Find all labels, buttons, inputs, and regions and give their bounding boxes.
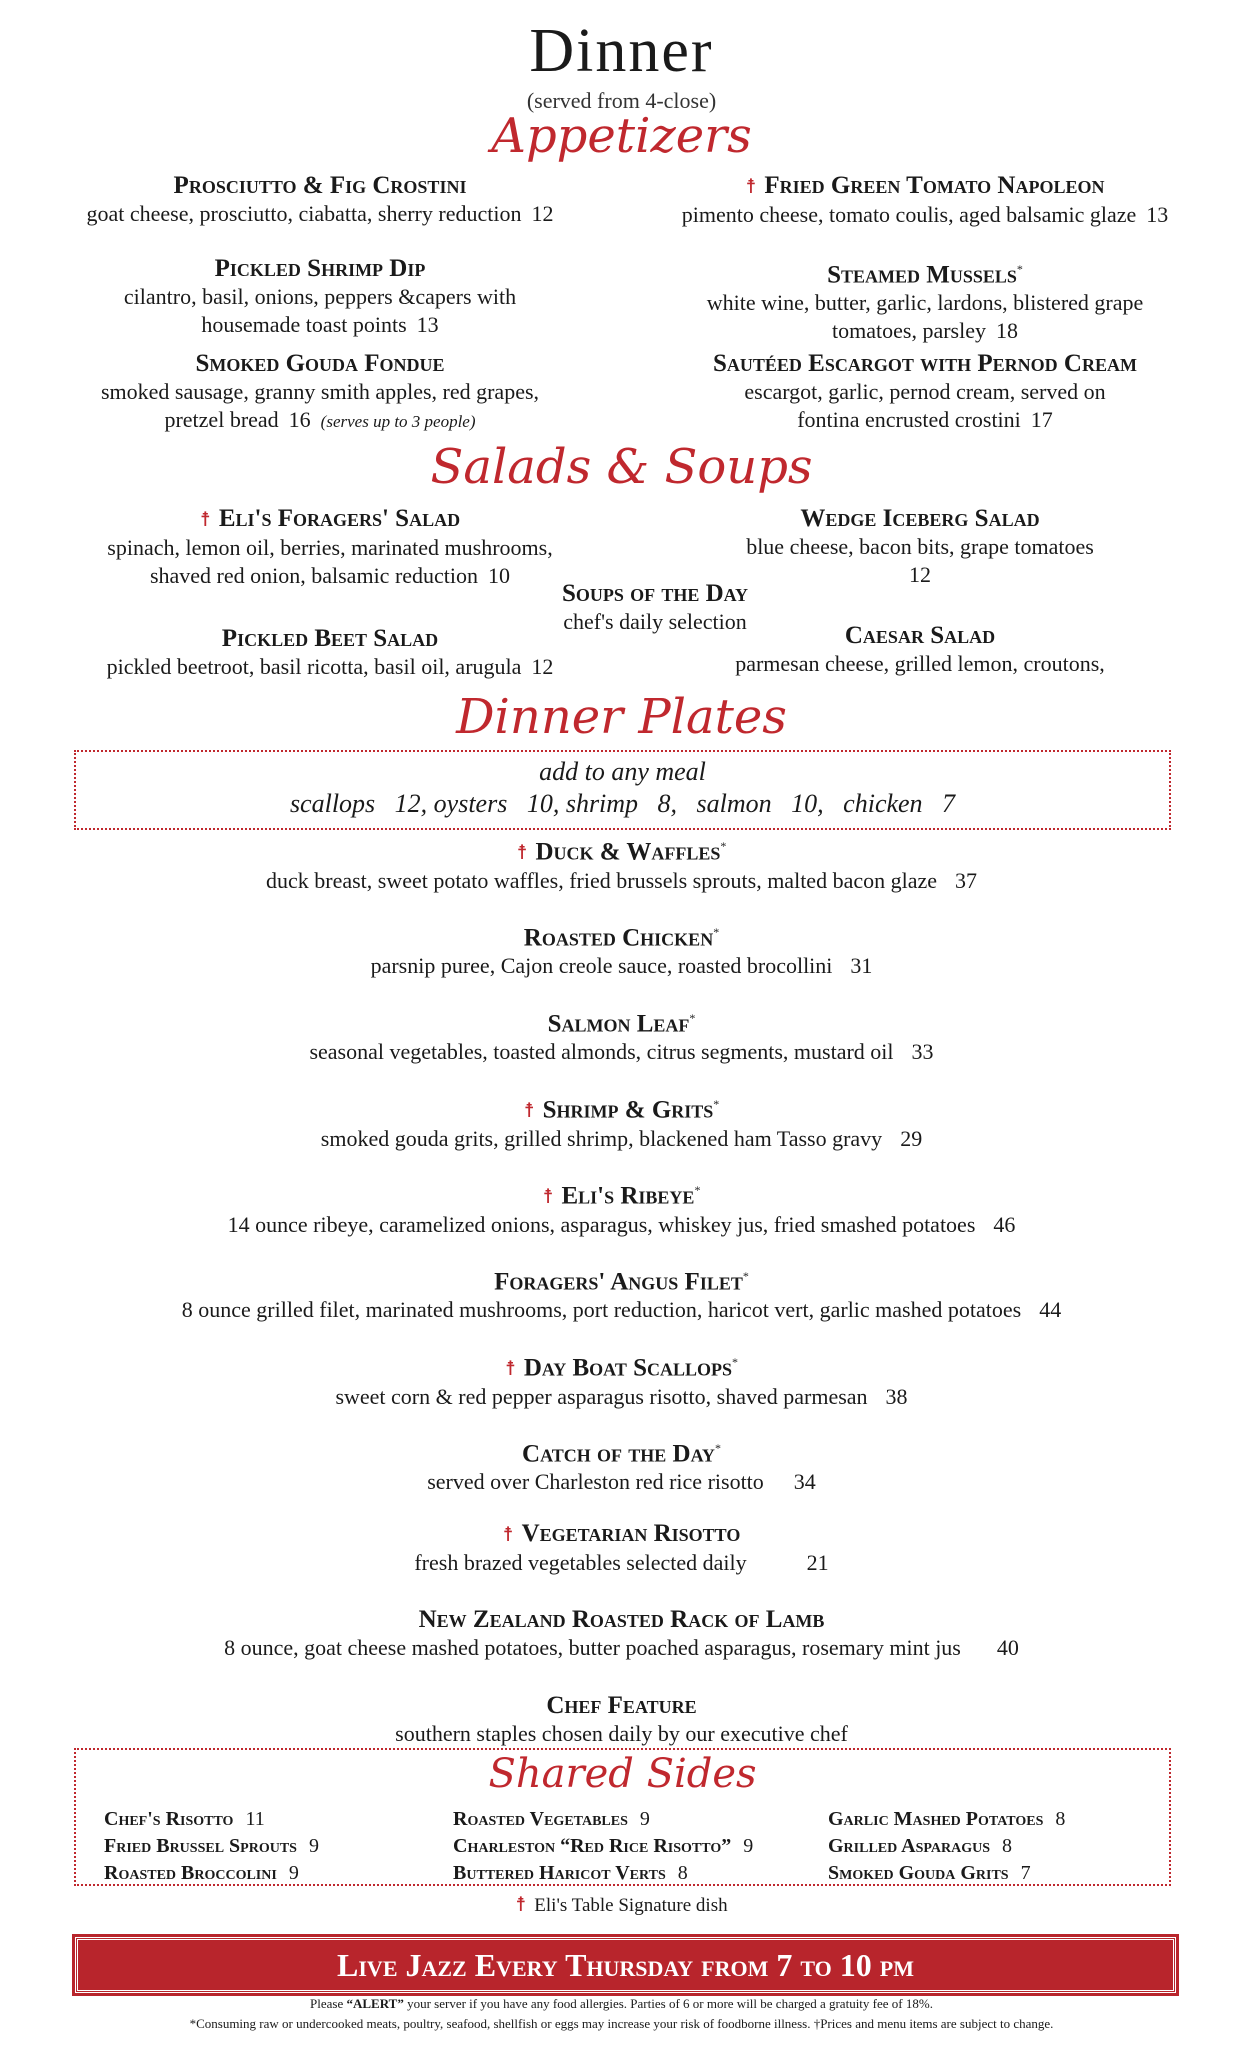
salad-item: [690, 622, 1150, 678]
appetizer-item: [40, 255, 600, 339]
sides-column: [104, 1806, 319, 1887]
item-name: Salmon Leaf: [547, 1010, 690, 1038]
side-price: 9: [308, 1835, 319, 1857]
side-name: Smoked Gouda Grits: [828, 1862, 1009, 1884]
appetizer-item: [640, 350, 1210, 434]
side-price: 9: [639, 1808, 650, 1830]
item-price: 38: [885, 1384, 908, 1410]
plate-item: [0, 1004, 1243, 1066]
side-name: Buttered Haricot Verts: [453, 1862, 666, 1884]
side-name: Roasted Vegetables: [453, 1808, 628, 1830]
side-name: Grilled Asparagus: [828, 1835, 990, 1857]
side-name: Roasted Broccolini: [104, 1862, 277, 1884]
item-name: Duck & Waffles: [535, 838, 721, 866]
item-name: Day Boat Scallops: [523, 1354, 733, 1382]
signature-cross-icon: ☨: [542, 1186, 554, 1209]
signature-cross-icon: ☨: [516, 842, 528, 865]
item-name: Chef Feature: [546, 1692, 697, 1719]
item-desc: white wine, butter, garlic, lardons, blistered grape: [706, 290, 1144, 316]
item-name: Steamed Mussels: [827, 261, 1017, 289]
raw-warning-star: *: [694, 1183, 701, 1197]
item-desc: pimento cheese, tomato coulis, aged balsamic glaze: [681, 202, 1137, 227]
signature-cross-icon: ☨: [515, 1894, 527, 1916]
salad-item: [690, 505, 1150, 589]
item-desc: smoked sausage, granny smith apples, red grapes,: [100, 379, 540, 404]
item-price: 12: [909, 562, 931, 587]
item-desc: fontina encrusted crostini: [797, 407, 1021, 432]
raw-warning-star: *: [742, 1269, 749, 1283]
side-name: Charleston “Red Rice Risotto”: [453, 1835, 732, 1857]
appetizers-heading: Appetizers: [491, 108, 752, 164]
item-desc: chef's daily selection: [563, 609, 747, 634]
menu-subtitle: (served from 4-close): [526, 88, 717, 113]
raw-warning-star: *: [732, 1355, 739, 1369]
signature-cross-icon: ☨: [502, 1524, 514, 1546]
sides-column: [828, 1806, 1065, 1887]
side-price: 7: [1020, 1862, 1031, 1884]
item-price: 18: [995, 318, 1018, 344]
plate-item: [0, 1434, 1243, 1496]
plate-item: [0, 1090, 1243, 1153]
item-name: Caesar Salad: [844, 622, 996, 649]
salad-item: [70, 625, 590, 681]
item-name: Catch of the Day: [522, 1440, 715, 1468]
side-item: [104, 1860, 319, 1887]
item-desc: seasonal vegetables, toasted almonds, citrus segments, mustard oil: [309, 1039, 894, 1065]
side-item: [828, 1833, 1065, 1860]
item-price: 12: [531, 654, 554, 679]
item-price: 37: [955, 868, 977, 894]
item-desc: spinach, lemon oil, berries, marinated mushrooms,: [107, 535, 553, 560]
raw-warning-star: *: [714, 1441, 721, 1455]
raw-warning-star: *: [720, 839, 727, 853]
item-desc: shaved red onion, balsamic reduction: [149, 563, 479, 588]
item-desc: 14 ounce ribeye, caramelized onions, asparagus, whiskey jus, fried smashed potatoes: [227, 1212, 976, 1238]
item-desc: served over Charleston red rice risotto: [427, 1469, 764, 1495]
item-price: 17: [1030, 407, 1053, 432]
shared-sides-box: [74, 1748, 1171, 1886]
side-item: [828, 1860, 1065, 1887]
item-desc: parsnip puree, Cajon creole sauce, roasted brocollini: [370, 953, 833, 979]
side-price: 11: [245, 1808, 265, 1830]
plate-item: [0, 1176, 1243, 1239]
item-price: 13: [1146, 202, 1169, 227]
item-name: Pickled Shrimp Dip: [214, 255, 426, 282]
signature-legend-text: Eli's Table Signature dish: [534, 1895, 728, 1916]
item-desc: duck breast, sweet potato waffles, fried brussels sprouts, malted bacon glaze: [266, 868, 937, 894]
item-price: 44: [1039, 1297, 1062, 1323]
signature-legend: [0, 1892, 1243, 1917]
item-name: Soups of the Day: [561, 580, 749, 607]
plate-item: [0, 918, 1243, 980]
signature-cross-icon: ☨: [199, 509, 211, 531]
item-price: 10: [488, 563, 511, 588]
side-item: [453, 1806, 753, 1833]
item-price: 29: [900, 1126, 923, 1152]
item-desc: parmesan cheese, grilled lemon, croutons,: [735, 651, 1105, 676]
raw-warning-star: *: [713, 925, 720, 939]
item-price: 40: [996, 1635, 1019, 1660]
item-name: Vegetarian Risotto: [521, 1520, 741, 1547]
item-desc: pretzel bread: [164, 407, 279, 432]
menu-title: Dinner: [529, 17, 714, 85]
appetizer-item: [40, 172, 600, 228]
item-desc: pickled beetroot, basil ricotta, basil oil, arugula: [106, 654, 522, 679]
signature-cross-icon: ☨: [504, 1358, 516, 1381]
item-name: Sautéed Escargot with Pernod Cream: [713, 350, 1137, 377]
signature-cross-icon: ☨: [745, 176, 757, 198]
item-note: (serves up to 3 people): [320, 412, 476, 431]
item-desc: 8 ounce, goat cheese mashed potatoes, butter poached asparagus, rosemary mint jus: [224, 1635, 961, 1660]
item-desc: smoked gouda grits, grilled shrimp, blackened ham Tasso gravy: [320, 1126, 883, 1152]
salads-heading: Salads & Soups: [430, 439, 813, 495]
appetizer-item: [40, 350, 600, 436]
side-item: [453, 1833, 753, 1860]
item-name: Eli's Ribeye: [561, 1182, 695, 1210]
add-on-title: add to any meal: [539, 757, 706, 786]
item-price: 12: [531, 201, 554, 226]
item-desc: escargot, garlic, pernod cream, served on: [744, 379, 1106, 404]
item-desc: cilantro, basil, onions, peppers &capers with: [123, 284, 517, 309]
live-jazz-banner: Live Jazz Every Thursday from 7 to 10 pm: [75, 1937, 1176, 1993]
allergy-notice-text: Please: [310, 1996, 347, 2011]
item-price: 34: [793, 1469, 816, 1495]
allergy-alert-word: “ALERT”: [346, 1996, 404, 2011]
item-desc: housemade toast points: [201, 312, 407, 337]
salad-item: [70, 505, 590, 590]
side-item: [104, 1833, 319, 1860]
item-name: Roasted Chicken: [523, 924, 714, 952]
plate-item: [0, 1606, 1243, 1662]
side-name: Fried Brussel Sprouts: [104, 1835, 297, 1857]
side-price: 8: [1055, 1808, 1066, 1830]
item-name: Shrimp & Grits: [542, 1096, 714, 1124]
item-price: 13: [416, 312, 439, 337]
side-name: Garlic Mashed Potatoes: [828, 1808, 1044, 1830]
raw-food-warning: *Consuming raw or undercooked meats, poultry, seafood, shellfish or eggs may increase your risk of foodborne illness. †Prices and menu items are subject to change.: [189, 2016, 1054, 2031]
plate-item: [0, 1348, 1243, 1411]
item-name: New Zealand Roasted Rack of Lamb: [418, 1606, 825, 1633]
signature-cross-icon: ☨: [523, 1100, 535, 1123]
raw-warning-star: *: [689, 1011, 696, 1025]
item-desc: 8 ounce grilled filet, marinated mushrooms, port reduction, haricot vert, garlic mashed potatoes: [181, 1297, 1022, 1323]
raw-warning-star: *: [713, 1097, 720, 1111]
shared-sides-heading: Shared Sides: [488, 1751, 757, 1797]
item-desc: southern staples chosen daily by our executive chef: [395, 1721, 848, 1746]
item-name: Wedge Iceberg Salad: [800, 505, 1040, 532]
item-desc: goat cheese, prosciutto, ciabatta, sherry reduction: [86, 201, 522, 226]
item-price: 16: [288, 407, 311, 432]
side-item: [828, 1806, 1065, 1833]
side-price: 8: [677, 1862, 688, 1884]
plate-item: [0, 1692, 1243, 1748]
side-name: Chef's Risotto: [104, 1808, 234, 1830]
item-name: Foragers' Angus Filet: [494, 1268, 743, 1296]
item-name: Pickled Beet Salad: [221, 625, 439, 652]
sides-column: [453, 1806, 753, 1887]
plate-item: [0, 1520, 1243, 1577]
item-desc: fresh brazed vegetables selected daily: [414, 1550, 747, 1575]
appetizer-item: [640, 255, 1210, 345]
item-name: Eli's Foragers' Salad: [218, 505, 461, 532]
item-desc: sweet corn & red pepper asparagus risotto, shaved parmesan: [335, 1384, 868, 1410]
side-price: 9: [288, 1862, 299, 1884]
allergy-notice-text: your server if you have any food allergies. Parties of 6 or more will be charged a gratuity fee of 18%.: [403, 1996, 933, 2011]
item-price: 31: [850, 953, 873, 979]
plate-item: [0, 1262, 1243, 1324]
item-name: Smoked Gouda Fondue: [195, 350, 445, 377]
add-on-list: scallops 12, oysters 10, shrimp 8, salmon 10, chicken 7: [289, 789, 956, 818]
dinner-plates-heading: Dinner Plates: [456, 689, 787, 745]
plate-item: [0, 832, 1243, 895]
appetizer-item: [640, 172, 1210, 229]
item-price: 33: [911, 1039, 934, 1065]
item-desc: blue cheese, bacon bits, grape tomatoes: [746, 534, 1094, 559]
side-item: [104, 1806, 319, 1833]
item-price: 46: [993, 1212, 1016, 1238]
item-name: Prosciutto & Fig Crostini: [173, 172, 467, 199]
item-price: 21: [806, 1550, 829, 1575]
side-item: [453, 1860, 753, 1887]
item-name: Fried Green Tomato Napoleon: [764, 172, 1105, 199]
item-desc: tomatoes, parsley: [832, 318, 986, 344]
allergy-notice: [0, 1995, 1243, 2013]
side-price: 8: [1002, 1835, 1012, 1857]
raw-warning-star: *: [1016, 262, 1023, 276]
side-price: 9: [743, 1835, 754, 1857]
add-on-box: [74, 750, 1171, 830]
